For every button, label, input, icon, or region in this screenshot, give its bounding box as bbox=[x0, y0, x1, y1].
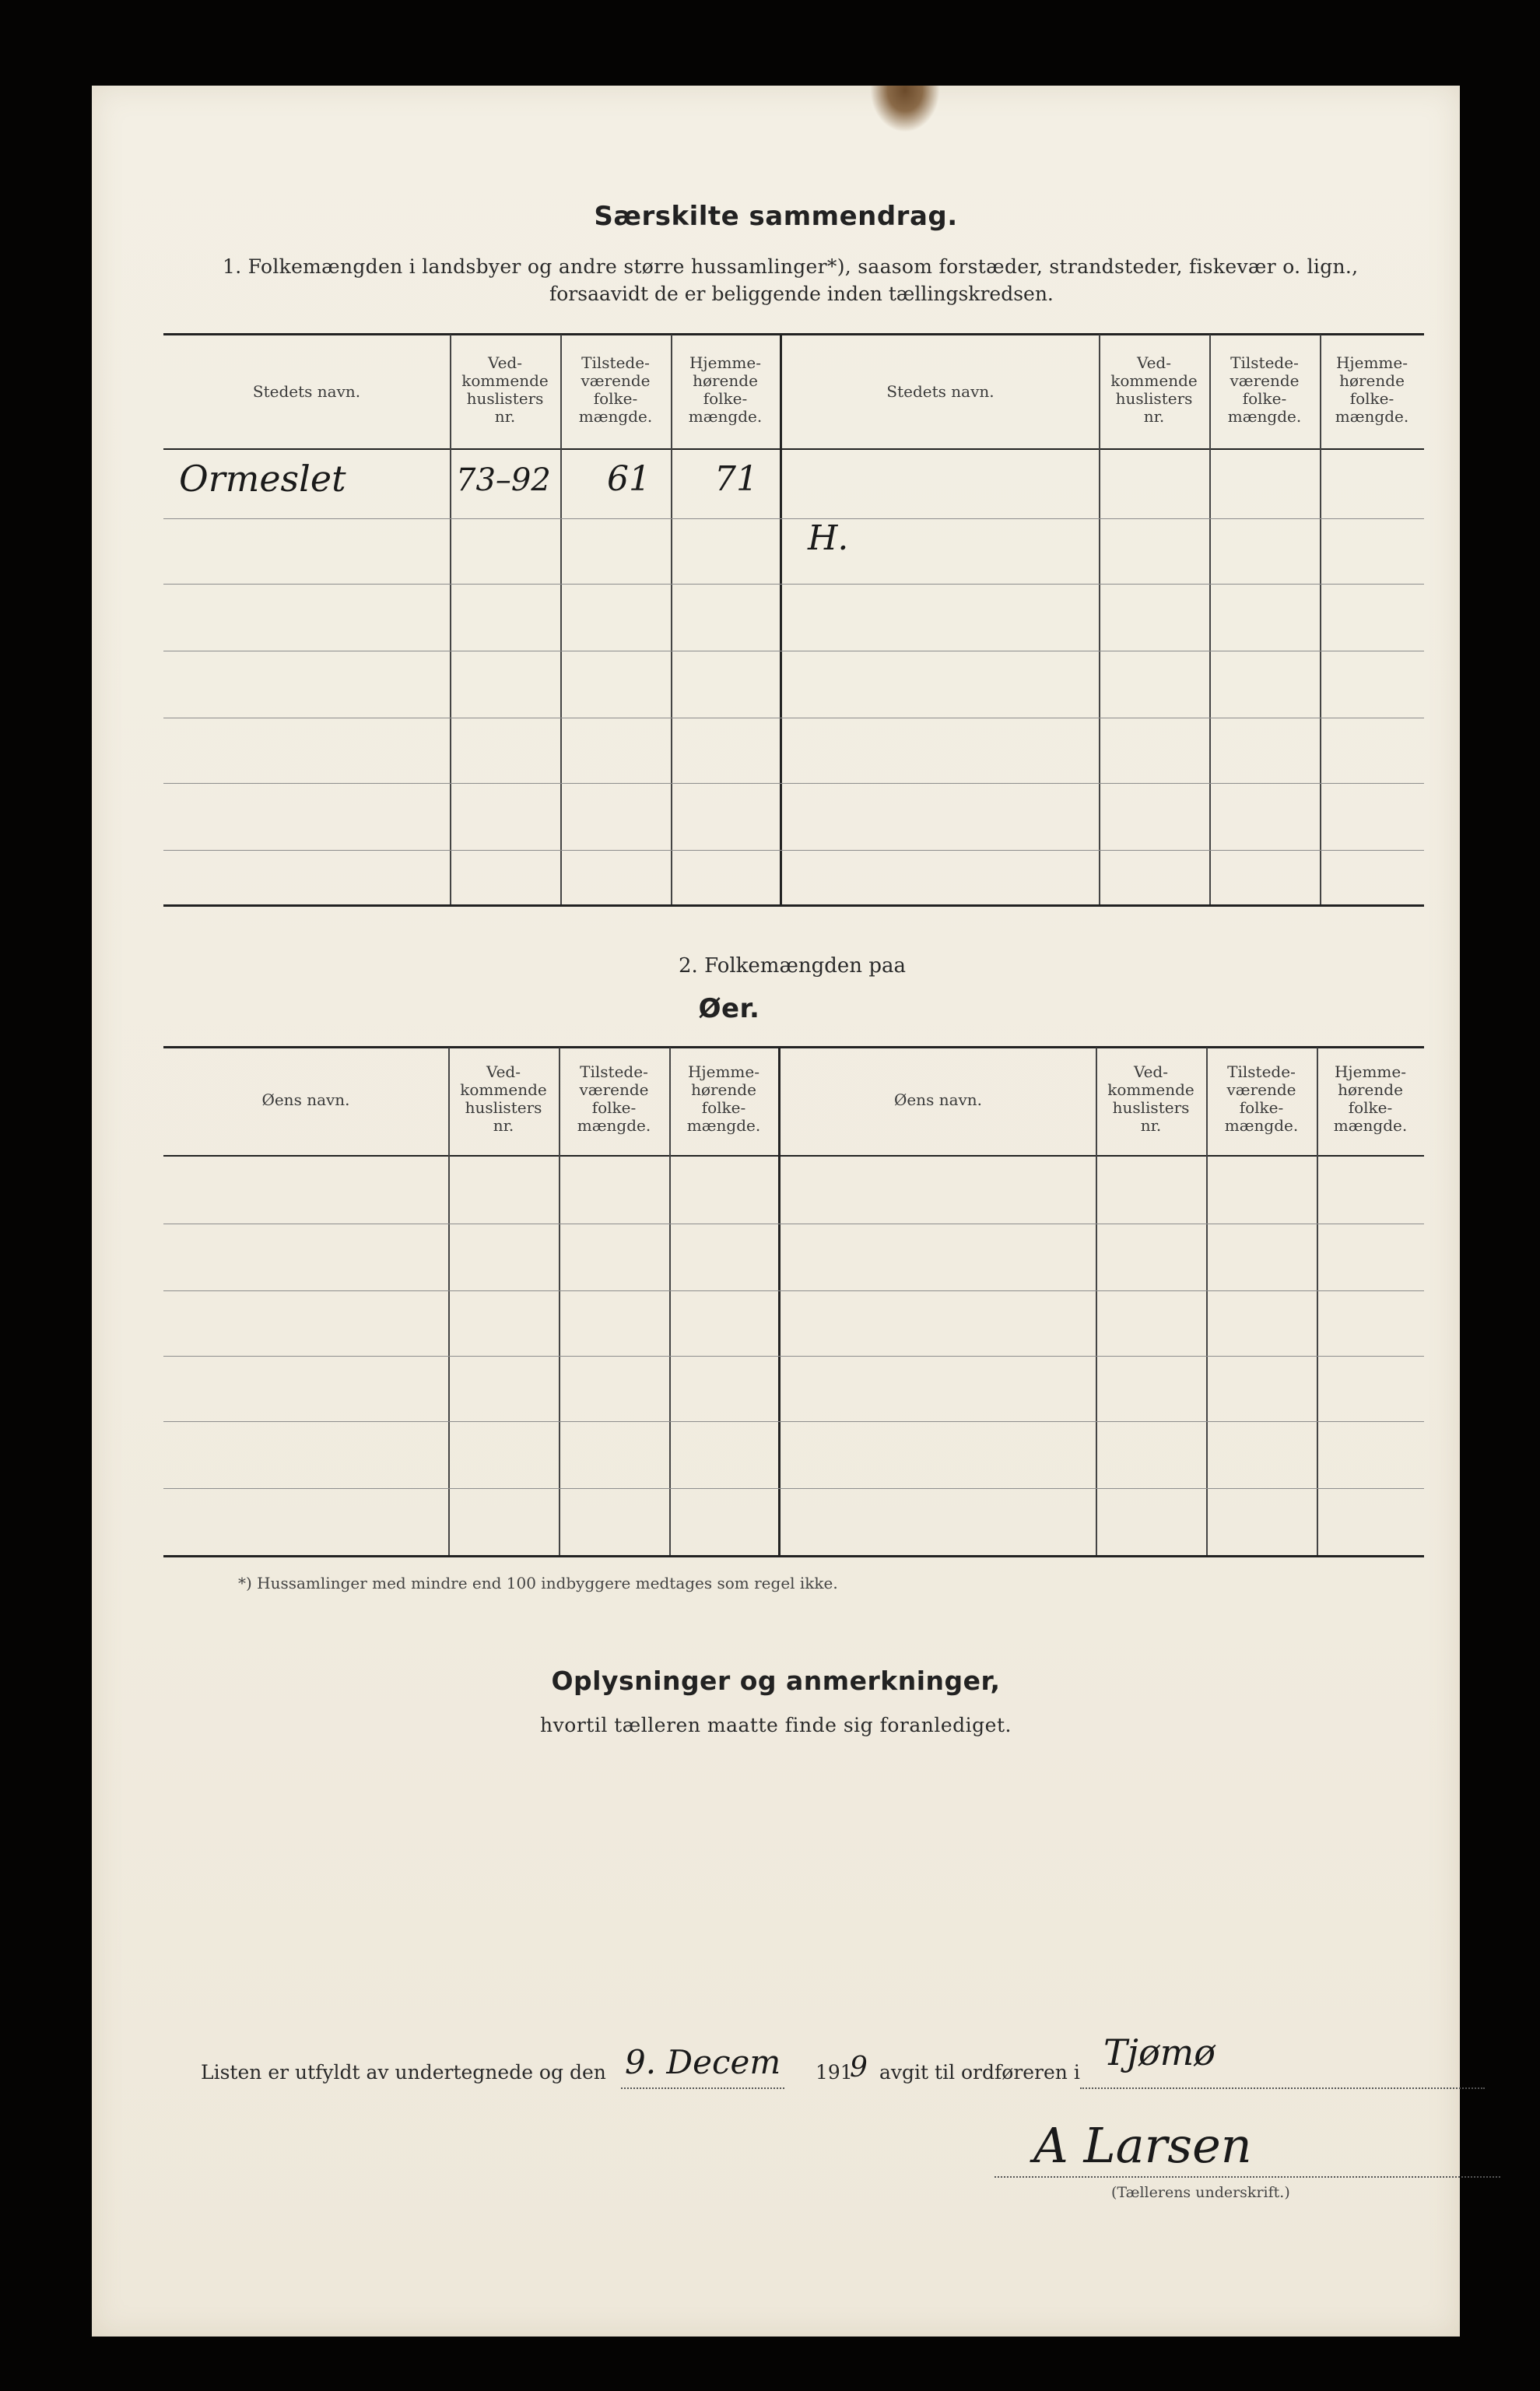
col-header-tilstedevaerende-2: Tilstede- værende folke- mængde. bbox=[577, 1062, 651, 1135]
section2-caption: 2. Folkemængden paa bbox=[679, 954, 906, 978]
col-header-oens-navn: Øens navn. bbox=[261, 1090, 350, 1109]
footnote: *) Hussamlinger med mindre end 100 indbyggere medtages som regel ikke. bbox=[238, 1574, 838, 1592]
col-header-huslisters-nr: Ved- kommende huslisters nr. bbox=[461, 353, 549, 426]
census-form-page bbox=[92, 86, 1460, 2337]
col-header-hjemmehorende-2: Hjemme- hørende folke- mængde. bbox=[686, 1062, 761, 1135]
handwritten-year: 9 bbox=[850, 2052, 868, 2084]
col-header-oens-navn-right: Øens navn. bbox=[893, 1090, 983, 1109]
remarks-subtitle: hvortil tælleren maatte finde sig foranlediget. bbox=[540, 1714, 1012, 1736]
col-header-huslisters-nr-2: Ved- kommende huslisters nr. bbox=[460, 1062, 547, 1135]
signature-caption: (Tællerens underskrift.) bbox=[1111, 2184, 1290, 2201]
handwritten-mark-h: H. bbox=[808, 518, 849, 558]
col-header-huslisters-nr-right: Ved- kommende huslisters nr. bbox=[1110, 353, 1198, 426]
row-huslister-nr: 73–92 bbox=[456, 462, 551, 498]
remarks-title: Oplysninger og anmerkninger, bbox=[551, 1666, 1001, 1696]
col-header-hjemmehorende-2-right: Hjemme- hørende folke- mængde. bbox=[1333, 1062, 1408, 1135]
row-hjemmehorende: 71 bbox=[714, 459, 758, 499]
col-header-tilstedevaerende-2-right: Tilstede- værende folke- mængde. bbox=[1224, 1062, 1299, 1135]
ink-stain bbox=[870, 86, 940, 132]
col-header-hjemmehorende: Hjemme- hørende folke- mængde. bbox=[688, 353, 763, 426]
signature-middle: avgit til ordføreren i bbox=[879, 2061, 1080, 2084]
section1-text-line2: forsaavidt de er beliggende inden tællingskredsen. bbox=[549, 283, 1054, 305]
handwritten-date: 9. Decem bbox=[625, 2043, 781, 2081]
col-header-hjemmehorende-right: Hjemme- hørende folke- mængde. bbox=[1335, 353, 1409, 426]
section2-title: Øer. bbox=[698, 993, 760, 1024]
row-place-name: Ormeslet bbox=[179, 458, 346, 500]
col-header-tilstedevaerende-right: Tilstede- værende folke- mængde. bbox=[1227, 353, 1302, 426]
row-tilstedevaerende: 61 bbox=[607, 459, 651, 499]
handwritten-signature: A Larsen bbox=[1033, 2117, 1252, 2174]
section1-text-line1: 1. Folkemængden i landsbyer og andre større hussamlinger*), saasom forstæder, strandsteder, fiskevær o. lign., bbox=[223, 255, 1359, 278]
signature-prefix: Listen er utfyldt av undertegnede og den bbox=[201, 2061, 606, 2084]
col-header-stedets-navn: Stedets navn. bbox=[252, 382, 361, 401]
year-prefix: 191 bbox=[816, 2061, 853, 2084]
col-header-huslisters-nr-2-right: Ved- kommende huslisters nr. bbox=[1107, 1062, 1194, 1135]
col-header-stedets-navn-right: Stedets navn. bbox=[886, 382, 995, 401]
form-title: Særskilte sammendrag. bbox=[594, 201, 958, 232]
col-header-tilstedevaerende: Tilstede- værende folke- mængde. bbox=[578, 353, 653, 426]
handwritten-place: Tjømø bbox=[1103, 2031, 1216, 2073]
